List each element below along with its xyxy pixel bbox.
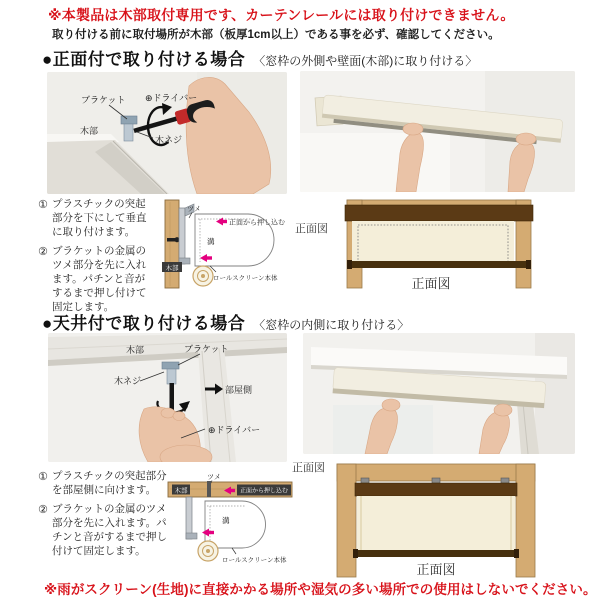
ceiling-mount-side-diagram <box>160 468 295 576</box>
frame-right-leg <box>516 464 535 577</box>
ceiling-bracket-install-photo <box>48 333 287 462</box>
diagram-groove-label: 溝 <box>222 516 230 525</box>
ceiling-mount-title: ●天井付で取り付ける場合 <box>42 314 246 333</box>
bottom-bar-cap-left <box>353 549 358 558</box>
driver-label: ⊕ドライバー <box>208 425 261 435</box>
step-2-text: ブラケットの金属のツメ部分を先に入れます。パチンと音がするまで押し付けて固定します。 <box>52 502 167 557</box>
front-rail-install-photo <box>300 71 575 192</box>
step-1-number: ① <box>38 471 48 483</box>
bottom-warning-text: ※雨がスクリーン(生地)に直接かかる場所や湿気の多い場所での使用はしないでください。 <box>44 582 597 597</box>
frame-left-leg <box>337 464 356 577</box>
diagram-tsume-label: ツメ <box>207 474 221 481</box>
bracket-label: ブラケット <box>81 95 126 105</box>
wood-screw-label: 木ネジ <box>155 135 183 145</box>
bracket-side <box>186 497 197 539</box>
step-1-text: プラスチックの突起部分を部屋側に向けます。 <box>52 470 167 496</box>
lower-wall <box>300 133 450 192</box>
bracket-tab <box>207 481 211 497</box>
step-1-number: ① <box>38 199 48 211</box>
front-mount-title: ●正面付で取り付ける場合 <box>42 50 246 69</box>
diagram-push-label: 正面から押し込む <box>229 219 285 227</box>
wood-label: 木部 <box>126 345 145 355</box>
step-2 <box>38 503 170 559</box>
ceiling-rail-install-illustration <box>303 333 575 454</box>
roller-screen-body-outline <box>205 501 265 548</box>
step-2 <box>38 245 149 315</box>
top-warning-text: ※本製品は木部取付専用です、カーテンレールには取り付けできません。 <box>48 7 515 23</box>
diagram-wood-label: 木部 <box>174 487 188 495</box>
thumb <box>193 107 221 125</box>
step-2-number: ② <box>38 245 48 258</box>
body-leader <box>232 548 236 554</box>
bottom-bar-cap-left <box>347 260 352 269</box>
bottom-bar-cap-right <box>514 549 519 558</box>
ceiling-mount-subtitle: 〈窓枠の内側に取り付ける〉 <box>253 318 410 332</box>
headrail-bar <box>345 205 533 221</box>
ceiling-mount-front-view-diagram <box>335 461 537 579</box>
front-mount-front-view-diagram <box>343 198 535 294</box>
bracket-label: ブラケット <box>184 344 229 354</box>
step-1 <box>38 198 149 240</box>
front-mount-steps <box>38 198 149 320</box>
front-bracket-install-illustration <box>47 72 287 194</box>
bottom-bar <box>347 261 529 268</box>
wood-screw-label: 木ネジ <box>114 376 142 386</box>
diagram-groove-label: 溝 <box>207 237 215 246</box>
roller-tube <box>198 541 218 561</box>
diagram-tsume-label: ツメ <box>187 206 201 213</box>
front-rail-install-illustration <box>300 71 575 192</box>
ceiling-bracket-install-illustration <box>48 333 287 462</box>
step-2-number: ② <box>38 503 48 516</box>
screen-fabric <box>352 221 514 262</box>
room-side-label: 部屋側 <box>225 385 253 395</box>
ceiling-view-caption: 正面図 <box>416 562 456 577</box>
front-view-tag: 正面図 <box>295 223 328 235</box>
front-mount-section-heading <box>42 45 477 70</box>
ceiling-rail-install-photo <box>303 333 575 454</box>
headrail-bar <box>355 483 517 496</box>
diagram-push-label: 正面から押し込む <box>239 488 289 495</box>
roller-tube <box>193 266 213 286</box>
front-view-caption: 正面図 <box>411 276 451 291</box>
wood-label: 木部 <box>80 126 99 136</box>
front-mount-subtitle: 〈窓枠の外側や壁面(木部)に取り付ける〉 <box>253 54 478 68</box>
ceiling-mount-steps <box>38 470 170 564</box>
diagram-body-label: ロールスクリーン本体 <box>213 275 278 282</box>
bottom-bar-cap-right <box>526 260 531 269</box>
diagram-wood-label: 木部 <box>165 264 179 272</box>
wood-strip <box>165 200 179 288</box>
driver-label: ⊕ドライバー <box>145 93 198 103</box>
ceiling-view-tag: 正面図 <box>292 462 325 474</box>
bottom-bar <box>353 550 519 557</box>
step-2-text: ブラケットの金属のツメ部分を先に入れます。パチンと音がするまで押し付けて固定します。 <box>52 244 147 313</box>
step-1-text: プラスチックの突起部分を下にして垂直に取り付けます。 <box>52 198 147 238</box>
diagram-body-label: ロールスクリーン本体 <box>222 557 287 564</box>
front-bracket-install-photo <box>47 72 287 194</box>
front-mount-side-diagram <box>160 194 292 306</box>
ceiling-mount-section-heading <box>42 309 409 334</box>
step-1 <box>38 470 170 498</box>
top-note-text: 取り付ける前に取付場所が木部（板厚1cm以上）である事を必ず、確認してください。 <box>52 29 500 41</box>
screen-fabric <box>357 496 515 550</box>
